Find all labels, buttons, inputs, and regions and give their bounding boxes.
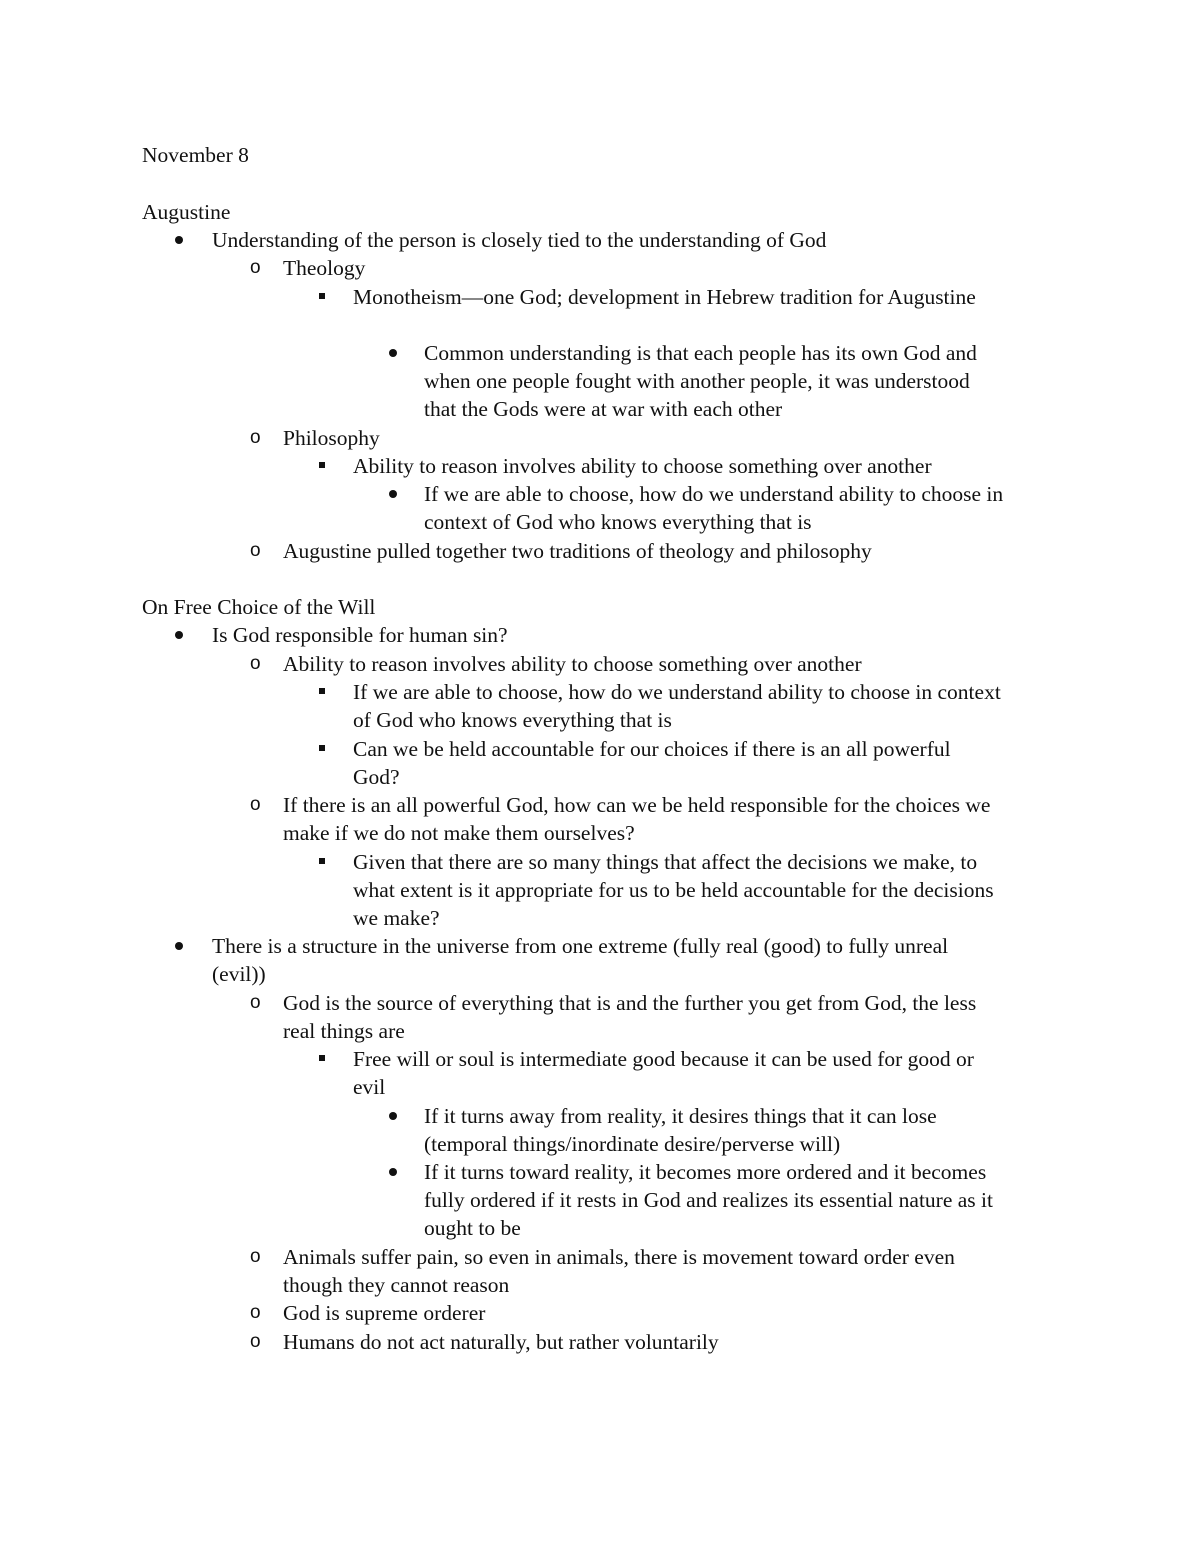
list-item: God is the source of everything that is and the further you get from God, the less (283, 991, 977, 1015)
list-item-continuation: what extent is it appropriate for us to be held accountable for the decisions (353, 878, 994, 902)
bullet-square-icon (319, 293, 325, 299)
list-item: If it turns toward reality, it becomes more ordered and it becomes (424, 1160, 987, 1184)
bullet-square-icon (319, 688, 325, 694)
list-item-continuation: we make? (353, 906, 440, 930)
list-item-continuation: fully ordered if it rests in God and realizes its essential nature as it (424, 1188, 993, 1212)
list-item-continuation: though they cannot reason (283, 1273, 510, 1297)
list-item-continuation: make if we do not make them ourselves? (283, 821, 635, 845)
list-item: Augustine pulled together two traditions of theology and philosophy (283, 539, 872, 563)
list-item: God is supreme orderer (283, 1301, 486, 1325)
list-item: Free will or soul is intermediate good because it can be used for good or (353, 1047, 974, 1071)
list-item-continuation: (evil)) (212, 962, 266, 986)
bullet-circle-icon: o (250, 1246, 261, 1267)
bullet-dot-icon (389, 1112, 397, 1120)
bullet-circle-icon: o (250, 1331, 261, 1352)
list-item: Is God responsible for human sin? (212, 623, 508, 647)
list-item: Philosophy (283, 426, 380, 450)
list-item: If we are able to choose, how do we understand ability to choose in (424, 482, 1004, 506)
bullet-square-icon (319, 462, 325, 468)
list-item-continuation: (temporal things/inordinate desire/perverse will) (424, 1132, 841, 1156)
bullet-dot-icon (175, 236, 183, 244)
bullet-dot-icon (389, 349, 397, 357)
list-item: Ability to reason involves ability to choose something over another (283, 652, 862, 676)
list-item: Monotheism—one God; development in Hebrew tradition for Augustine (353, 285, 976, 309)
bullet-circle-icon: o (250, 1302, 261, 1323)
section-heading-augustine: Augustine (142, 200, 231, 224)
section-heading-free-choice: On Free Choice of the Will (142, 595, 376, 619)
list-item: Ability to reason involves ability to choose something over another (353, 454, 932, 478)
bullet-circle-icon: o (250, 653, 261, 674)
list-item-continuation: that the Gods were at war with each other (424, 397, 783, 421)
list-item: If we are able to choose, how do we understand ability to choose in context (353, 680, 1001, 704)
bullet-circle-icon: o (250, 992, 261, 1013)
bullet-circle-icon: o (250, 540, 261, 561)
bullet-square-icon (319, 745, 325, 751)
bullet-dot-icon (389, 1168, 397, 1176)
bullet-circle-icon: o (250, 794, 261, 815)
bullet-square-icon (319, 1055, 325, 1061)
bullet-circle-icon: o (250, 257, 261, 278)
bullet-dot-icon (389, 490, 397, 498)
list-item: Humans do not act naturally, but rather voluntarily (283, 1330, 719, 1354)
list-item-continuation: evil (353, 1075, 386, 1099)
list-item: Understanding of the person is closely tied to the understanding of God (212, 228, 827, 252)
list-item: There is a structure in the universe from one extreme (fully real (good) to fully unreal (212, 934, 949, 958)
list-item: If there is an all powerful God, how can we be held responsible for the choices we (283, 793, 991, 817)
bullet-square-icon (319, 858, 325, 864)
list-item-continuation: ought to be (424, 1216, 521, 1240)
list-item-continuation: real things are (283, 1019, 405, 1043)
list-item-continuation: when one people fought with another people, it was understood (424, 369, 970, 393)
list-item: Animals suffer pain, so even in animals, there is movement toward order even (283, 1245, 955, 1269)
list-item-continuation: context of God who knows everything that is (424, 510, 812, 534)
list-item-continuation: of God who knows everything that is (353, 708, 672, 732)
bullet-dot-icon (175, 942, 183, 950)
bullet-circle-icon: o (250, 427, 261, 448)
list-item: Common understanding is that each people has its own God and (424, 341, 977, 365)
list-item-continuation: God? (353, 765, 400, 789)
list-item: If it turns away from reality, it desires things that it can lose (424, 1104, 937, 1128)
list-item: Can we be held accountable for our choices if there is an all powerful (353, 737, 951, 761)
list-item: Theology (283, 256, 366, 280)
document-date: November 8 (142, 143, 249, 167)
list-item: Given that there are so many things that affect the decisions we make, to (353, 850, 978, 874)
bullet-dot-icon (175, 631, 183, 639)
